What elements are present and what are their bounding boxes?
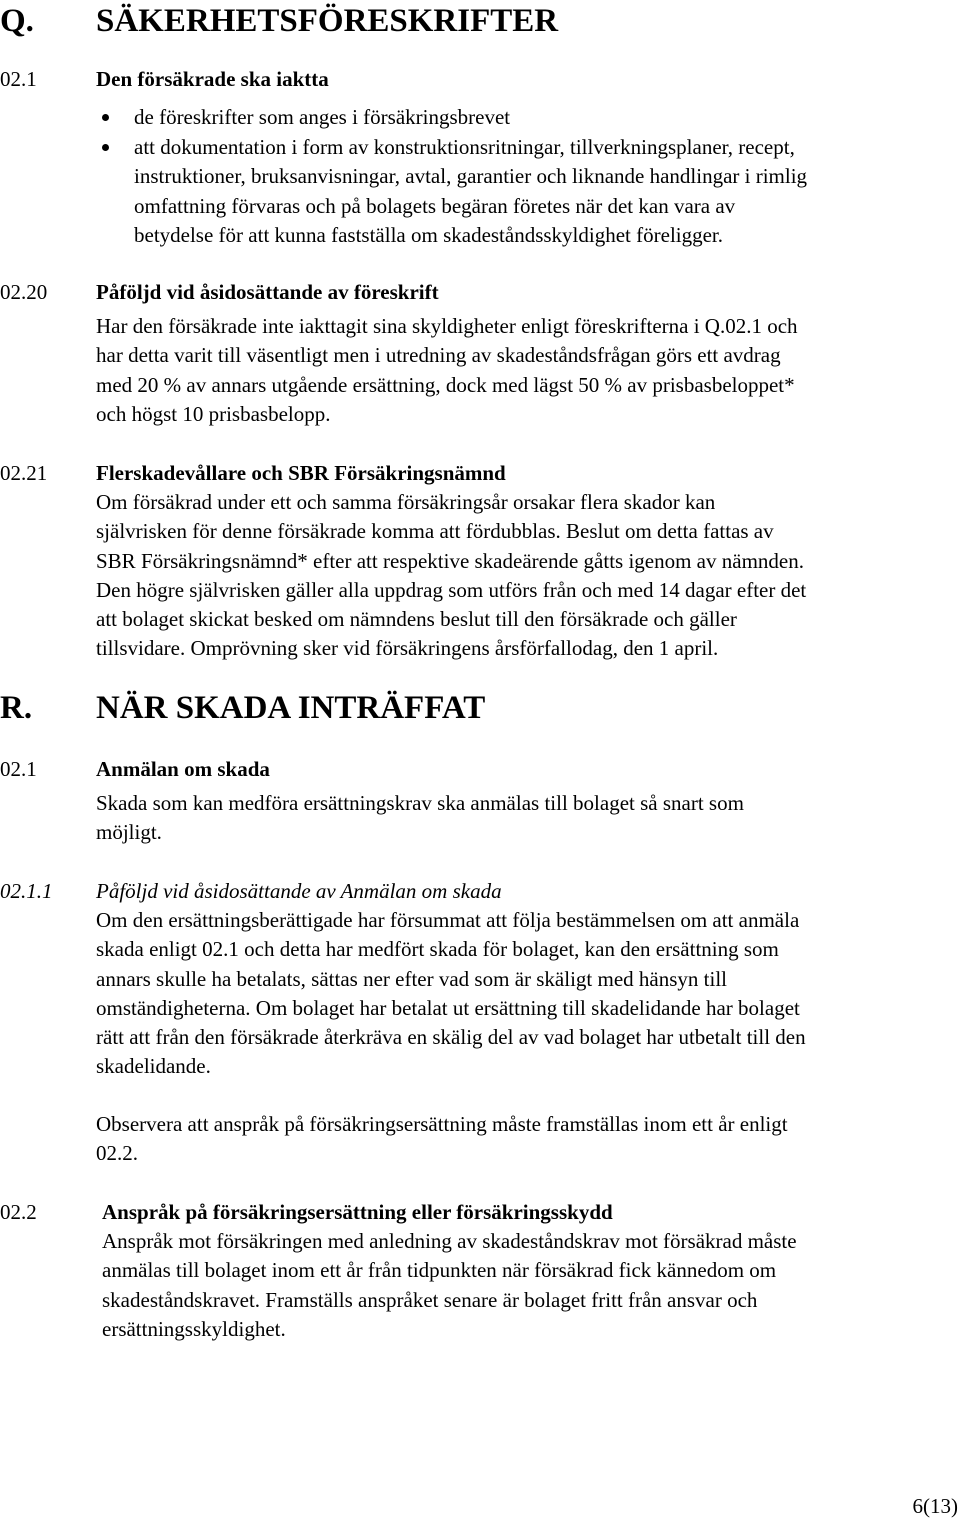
text-line: anmälas till bolaget inom ett år från tidpunkten när försäkrad fick kännedom om <box>102 1258 777 1283</box>
bullet-icon <box>102 114 109 121</box>
r-02-1-1-note <box>96 1110 788 1169</box>
text-line: Har den försäkrade inte iakttagit sina skyldigheter enligt föreskrifterna i Q.02.1 och <box>96 314 798 338</box>
section-r-title: NÄR SKADA INTRÄFFAT <box>96 690 486 726</box>
list-item <box>97 133 807 251</box>
r-02-1-paragraph <box>96 789 744 848</box>
list-item <box>97 103 807 133</box>
text-line: Om den ersättningsberättigade har försummat att följa bestämmelsen om att anmäla <box>96 908 800 932</box>
r-02-1-1-paragraph <box>96 906 806 1082</box>
q-02-1-bullet-list <box>97 103 807 251</box>
q-02-20-heading: Påföljd vid åsidosättande av föreskrift <box>96 280 439 304</box>
r-02-2-number: 02.2 <box>0 1200 37 1224</box>
text-line: Den högre självrisken gäller alla uppdrag som utförs från och med 14 dagar efter det <box>96 577 807 602</box>
text-line: skadeståndskravet. Framställs anspråket senare är bolaget fritt från ansvar och <box>102 1287 758 1312</box>
q-02-1-heading: Den försäkrade ska iaktta <box>96 67 329 91</box>
text-line: rätt att från den försäkrade återkräva en skälig del av vad bolaget har utbetalt till den <box>96 1025 806 1050</box>
r-02-1-heading: Anmälan om skada <box>96 757 270 781</box>
page-number: 6(13) <box>912 1494 958 1518</box>
q-02-20-number: 02.20 <box>0 280 48 304</box>
text-line: att dokumentation i form av konstruktionsritningar, tillverkningsplaner, recept, <box>134 134 795 159</box>
text-line: tillsvidare. Omprövning sker vid försäkringens årsförfallodag, den 1 april. <box>96 636 719 661</box>
bullet-icon <box>102 144 109 151</box>
r-02-1-1-number: 02.1.1 <box>0 879 53 903</box>
r-02-2-paragraph <box>102 1227 797 1344</box>
text-line: annars skulle ha betalats, sättas ner efter vad som är skäligt med hänsyn till <box>96 966 727 991</box>
text-line: SBR Försäkringsnämnd* efter att respektive skadeärende gåtts igenom av nämnden. <box>96 548 804 573</box>
text-line: har detta varit till väsentligt men i utredning av skadeståndsfrågan görs ett avdrag <box>96 343 781 368</box>
text-line: 02.2. <box>96 1141 138 1166</box>
text-line: instruktioner, bruksanvisningar, avtal, garantier och liknande handlingar i rimlig <box>134 164 808 188</box>
q-02-21-heading: Flerskadevållare och SBR Försäkringsnämnd <box>96 461 506 485</box>
section-q-title: SÄKERHETSFÖRESKRIFTER <box>96 3 559 39</box>
text-line: Anspråk mot försäkringen med anledning av skadeståndskrav mot försäkrad måste <box>102 1229 797 1253</box>
q-02-1-number: 02.1 <box>0 67 37 91</box>
text-line: omständigheterna. Om bolaget har betalat ut ersättning till skadelidande har bolaget <box>96 995 800 1020</box>
text-line: de föreskrifter som anges i försäkringsbrevet <box>134 105 511 129</box>
text-line: Skada som kan medföra ersättningskrav ska anmälas till bolaget så snart som <box>96 791 744 815</box>
text-line: möjligt. <box>96 820 162 845</box>
text-line: Observera att anspråk på försäkringsersättning måste framställas inom ett år enligt <box>96 1112 788 1136</box>
q-02-21-paragraph <box>96 488 806 664</box>
section-q-letter: Q. <box>0 3 34 39</box>
text-line: Om försäkrad under ett och samma försäkringsår orsakar flera skador kan <box>96 490 716 514</box>
text-line: omfattning förvaras och på bolagets begäran företes när det kan vara av <box>134 193 736 218</box>
text-line: att bolaget skickat besked om nämndens beslut till den försäkrade och gäller <box>96 607 737 632</box>
text-line: betydelse för att kunna fastställa om skadeståndsskyldighet föreligger. <box>134 223 724 247</box>
r-02-2-heading: Anspråk på försäkringsersättning eller försäkringsskydd <box>102 1200 613 1224</box>
text-line: och högst 10 prisbasbelopp. <box>96 401 331 426</box>
r-02-1-number: 02.1 <box>0 757 37 781</box>
text-line: självrisken för denne försäkrade komma att fördubblas. Beslut om detta fattas av <box>96 519 774 544</box>
q-02-21-number: 02.21 <box>0 461 48 485</box>
text-line: skadelidande. <box>96 1054 211 1079</box>
text-line: ersättningsskyldighet. <box>102 1316 286 1341</box>
q-02-20-paragraph <box>96 312 798 429</box>
text-line: med 20 % av annars utgående ersättning, dock med lägst 50 % av prisbasbeloppet* <box>96 372 795 397</box>
r-02-1-1-heading: Påföljd vid åsidosättande av Anmälan om skada <box>96 879 502 903</box>
text-line: skada enligt 02.1 och detta har medfört skada för bolaget, kan den ersättning som <box>96 937 779 962</box>
section-r-letter: R. <box>0 690 33 726</box>
